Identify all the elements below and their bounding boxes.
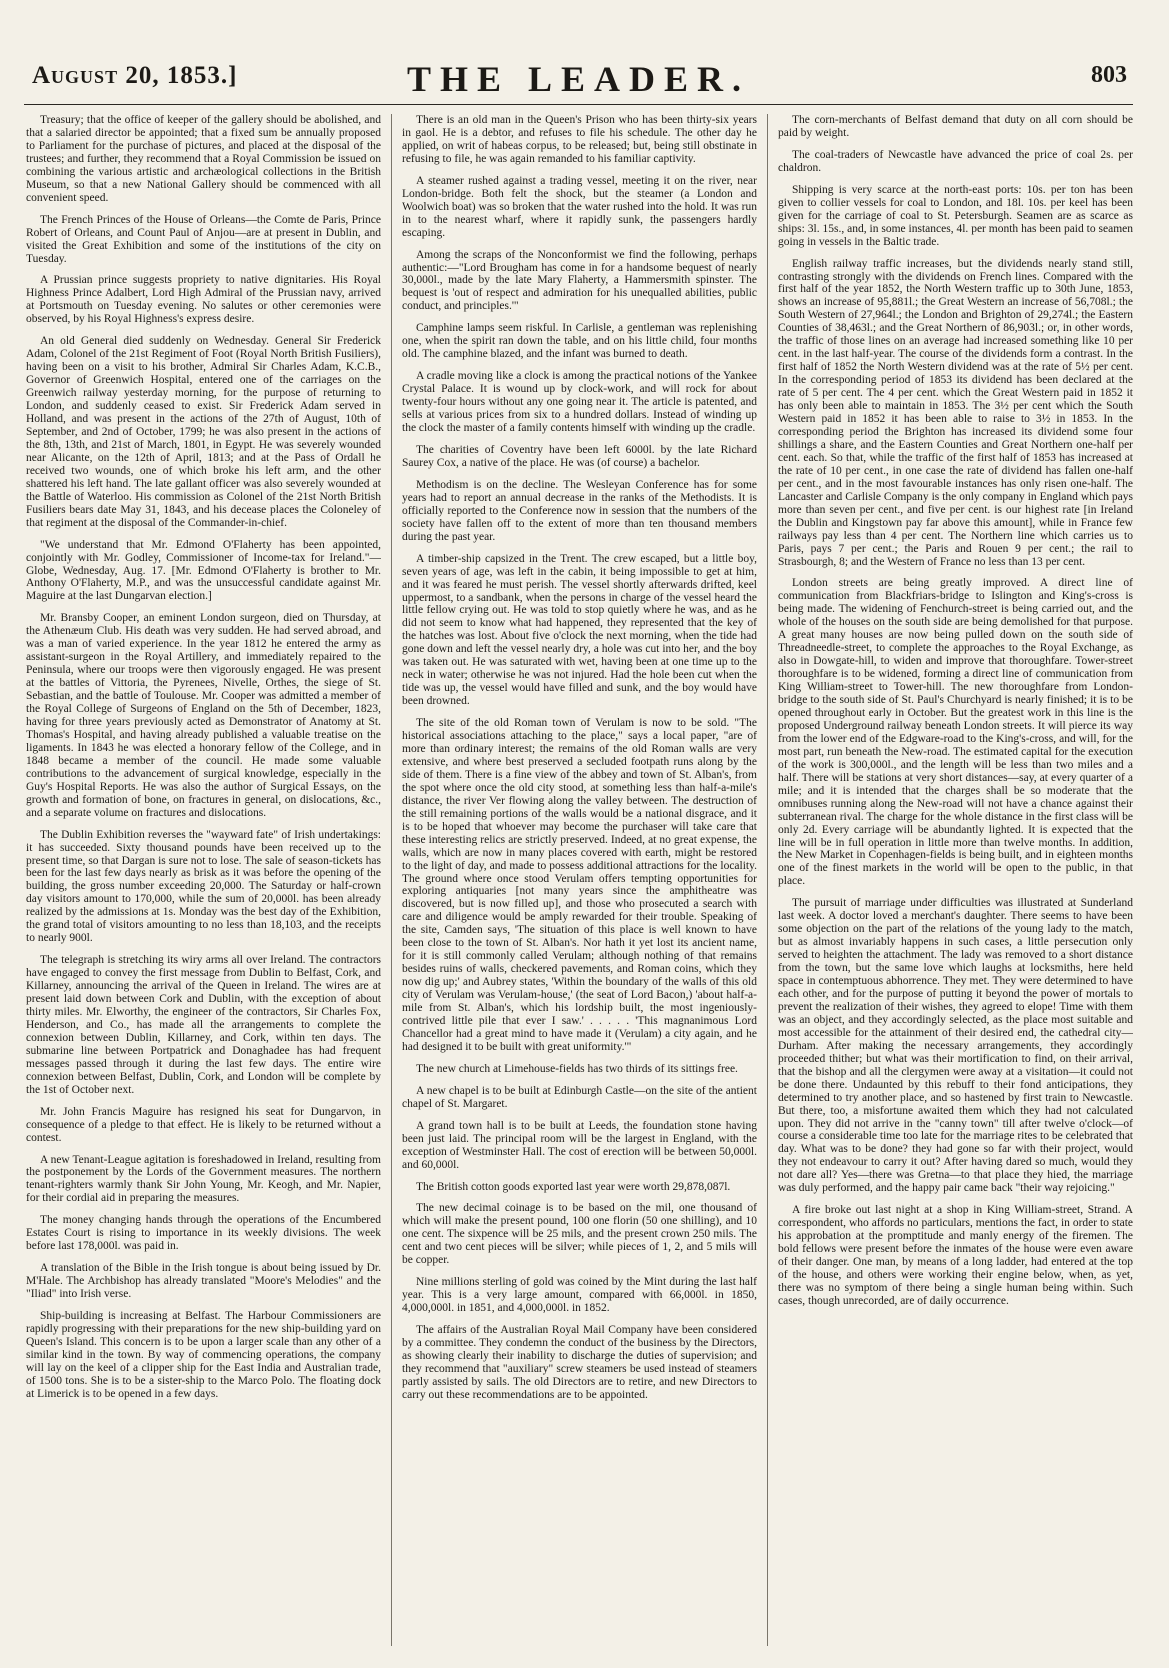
- news-paragraph: A grand town hall is to be built at Leeds, the foundation stone having been just laid. The principal room will be the largest in England, with the exception of Westminster Hall. The cost of erection will be between 50,000l. and 60,000l.: [402, 1119, 757, 1171]
- news-paragraph: A fire broke out last night at a shop in King William-street, Strand. A correspondent, who affords no particulars, mentions the fact, in order to state his approbation at the promptitude and manly energy of the firemen. The bold fellows were present before the inmates of the house were even aware of their danger. One man, by means of a long ladder, had entered at the top of the house, and others were working their engine below, when, as yet, there was no symptom of there being a single human being within. Such cases, though unrecorded, are of daily occurrence.: [778, 1204, 1133, 1307]
- news-paragraph: A Prussian prince suggests propriety to native dignitaries. His Royal Highness Prince Adalbert, Lord High Admiral of the Prussian navy, arrived at Portsmouth on Tuesday evening. No salutes or other ceremonies were observed, by his Royal Highness's express desire.: [26, 274, 381, 326]
- news-paragraph: London streets are being greatly improved. A direct line of communication from Blackfriars-bridge to Islington and King's-cross is being made. The widening of Fenchurch-street is being carried out, and the whole of the houses on the south side are being demolished for that purpose. A great many houses are now being pulled down on the south side of Threadneedle-street, to complete the approaches to the Royal Exchange, as also in Dowgate-hill, to widen and improve that thoroughfare. Tower-street thoroughfare is to be widened, forming a direct line of communication from King William-street to Tower-hill. The new thoroughfare from London-bridge to the south side of St. Paul's Churchyard is nearly finished; it is to be opened throughout early in October. But the greatest work in this line is the proposed Underground railway beneath London streets. It will pierce its way from the lower end of the Edgware-road to the King's-cross, and will, for the most part, run beneath the New-road. The estimated capital for the execution of the work is 300,000l., and the length will be less than two miles and a half. There will be stations at very short distances—say, at every quarter of a mile; and it is intended that the charges shall be so moderate that the omnibuses running along the New-road will not have a chance against their subterranean rival. The charge for the whole distance in the first class will be only 2d. Every carriage will be abundantly lighted. It is expected that the line will be in full operation in little more than twelve months. In addition, the New Market in Copenhagen-fields is being built, and in eighteen months one of the finest markets in the world will be open to the public, in that place.: [778, 577, 1133, 888]
- news-paragraph: The French Princes of the House of Orleans—the Comte de Paris, Prince Robert of Orleans, and Count Paul of Anjou—are at present in Dublin, and visited the Great Exhibition and some of the institutions of the city on Tuesday.: [26, 213, 381, 265]
- news-paragraph: The coal-traders of Newcastle have advanced the price of coal 2s. per chaldron.: [778, 148, 1133, 174]
- news-paragraph: A translation of the Bible in the Irish tongue is about being issued by Dr. M'Hale. The Archbishop has already translated "Moore's Melodies" and the "Iliad" into Irish verse.: [26, 1262, 381, 1301]
- news-paragraph: The pursuit of marriage under difficulties was illustrated at Sunderland last week. A doctor loved a merchant's daughter. There seems to have been some objection on the part of the relations of the young lady to the match, but as almost invariably happens in such cases, a little persecution only served to heighten the attachment. The lady was removed to a short distance from the town, but the same love which laughs at locksmiths, here held space in contemptuous abhorrence. They met. They were determined to have each other, and for the purpose of putting it beyond the power of mortals to prevent the realization of their wishes, they agreed to elope! Time with them was an object, and they accordingly selected, as the place most suitable and most accessible for the attainment of their desired end, the cathedral city—Durham. After making the necessary arrangements, they accordingly proceeded thither; but what was their mortification to find, on their arrival, that the bishop and all the clergymen were away at a visitation—it could not be done there. Undaunted by this rebuff to their fond anticipations, they determined to try another place, and so hastened by first train to Newcastle. But there, too, a misfortune awaited them which they had not calculated upon. They did not arrive in the "canny town" till after twelve o'clock—of course a considerable time too late for the marriage rites to be celebrated that day. What was to be done? they had gone so far with their project, would they not endeavour to carry it out? After having dared so much, would they not dare all? Yes—there was Gretna—to that place they hied, the marriage was duly performed, and the happy pair came back "their way rejoicing.": [778, 897, 1133, 1195]
- news-paragraph: The Dublin Exhibition reverses the "wayward fate" of Irish undertakings: it has succeeded. Sixty thousand pounds have been received up to the present time, so that Dargan is sure not to lose. The sale of season-tickets has been for the last few days nearly as brisk as it was before the opening of the building, the gross number exceeding 20,000. The Saturday or half-crown day visitors amount to 170,000, while the sum of 20,000l. has been already realized by the admissions at 1s. Monday was the best day of the Exhibition, the grand total of visitors amounting to no less than 18,103, and the receipts to nearly 900l.: [26, 828, 381, 945]
- header-rule: [24, 104, 1133, 105]
- news-paragraph: The British cotton goods exported last year were worth 29,878,087l.: [416, 1180, 731, 1193]
- news-paragraph: Nine millions sterling of gold was coined by the Mint during the last half year. This is a very large amount, compared with 66,000l. in 1850, 4,000,000l. in 1851, and 4,000,000l. in 1852.: [402, 1276, 757, 1315]
- news-paragraph: The new church at Limehouse-fields has two thirds of its sittings free.: [416, 1062, 738, 1075]
- newspaper-title: THE LEADER.: [406, 59, 751, 99]
- column-divider: [767, 114, 768, 1646]
- column-divider: [391, 114, 392, 1646]
- news-paragraph: Treasury; that the office of keeper of the gallery should be abolished, and that a salaried director be appointed; that a fixed sum be annually proposed to Parliament for the purchase of pictures, and placed at the disposal of the trustees; and further, they recommend that a Royal Commission be issued on combining the various artistic and archæological collections in the British Museum, so that a new National Gallery should be commenced with all convenient speed.: [26, 114, 381, 204]
- news-paragraph: There is an old man in the Queen's Prison who has been thirty-six years in gaol. He is a debtor, and refuses to file his schedule. The other day he applied, on writ of habeas corpus, to be released; but, being still obstinate in refusing to file, he was again remanded to his familiar captivity.: [402, 114, 757, 165]
- news-paragraph: Mr. John Francis Maguire has resigned his seat for Dungarvon, in consequence of a pledge to that effect. He is likely to be returned without a contest.: [26, 1105, 381, 1144]
- news-paragraph: Mr. Bransby Cooper, an eminent London surgeon, died on Thursday, at the Athenæum Club. His death was very sudden. He had served abroad, and was a man of varied experience. In the year 1812 he entered the army as assistant-surgeon in the Royal Artillery, and immediately repaired to the Peninsula, where our troops were then vigorously engaged. He was present at the battles of Vittoria, the Pyrenees, Nivelle, Orthes, the siege of St. Sebastian, and the battle of Toulouse. Mr. Cooper was admitted a member of the Royal College of Surgeons of England on the 5th of December, 1823, having for three years previously acted as Demonstrator of Anatomy at St. Thomas's Hospital, and having already published a valuable treatise on the ligaments. In 1843 he was elected a honorary fellow of the College, and in 1848 became a member of the council. He made some valuable contributions to the advancement of surgical knowledge, especially in the Guy's Hospital Reports. He was also the author of Surgical Essays, on the growth and formation of bone, on fractures in general, on dislocations, &c., and a separate volume on fractures and dislocations.: [26, 612, 381, 819]
- news-paragraph: An old General died suddenly on Wednesday. General Sir Frederick Adam, Colonel of the 21st Regiment of Foot (Royal North British Fusiliers), having been on a visit to his brother, Admiral Sir Charles Adam, K.C.B., Governor of Greenwich Hospital, entered one of the carriages on the Greenwich railway yesterday morning, for the purpose of returning to London, and suddenly ceased to exist. Sir Frederick Adam served in Holland, and was present in the actions of the 27th of August, 10th of September, and 2nd of October, 1799; he was also present in the actions of the 8th, 13th, and 21st of March, 1801, in Egypt. He was severely wounded near Alicante, on the 12th of April, 1813; and at the Pass of Ordall he received two wounds, one of which broke his left arm, and the other shattered his left hand. The late gallant officer was also severely wounded at the Battle of Waterloo. His commission as Colonel of the 21st North British Fusiliers bears date May 31, 1843, and his decease places the Coloneley of that regiment at the disposal of the Commander-in-chief.: [26, 335, 381, 529]
- news-paragraph: Ship-building is increasing at Belfast. The Harbour Commissioners are rapidly progressing with their preparations for the new ship-building yard on Queen's Island. This concern is to be upon a larger scale than any other of a similar kind in the town. By way of commencing operations, the company will lay on the keel of a clipper ship for the East India and Australian trade, of 1500 tons. She is to be a sister-ship to the Marco Polo. The floating dock at Limerick is to be opened in a few days.: [26, 1310, 381, 1400]
- news-paragraph: The new decimal coinage is to be based on the mil, one thousand of which will make the present pound, 100 one florin (50 one shilling), and 10 one cent. The sixpence will be 25 mils, and the present crown 250 mils. The cent and two cent pieces will be silver; while pieces of 1, 2, and 5 mils will be copper.: [402, 1202, 757, 1267]
- news-paragraph: The telegraph is stretching its wiry arms all over Ireland. The contractors have engaged to convey the first message from Dublin to Belfast, Cork, and Killarney, announcing the arrival of the Queen in Ireland. The wires are at present laid down between Cork and Dublin, with the exception of about thirty miles. Mr. Elworthy, the engineer of the contractors, Sir Charles Fox, Henderson, and Co., has made all the arrangements to complete the connexion between Dublin, Killarney, and Cork, within ten days. The submarine line between Portpatrick and Donaghadee has had frequent messages passed through it during the last few days. The entire wire connexion between Belfast, Dublin, Cork, and London will be complete by the 1st of October next.: [26, 954, 381, 1096]
- news-paragraph: A new Tenant-League agitation is foreshadowed in Ireland, resulting from the postponement by the Lords of the Government measures. The northern tenant-righters warmly thank Sir John Young, Mr. Keogh, and Mr. Napier, for their cordial aid in preparing the measures.: [26, 1153, 381, 1205]
- news-paragraph: "We understand that Mr. Edmond O'Flaherty has been appointed, conjointly with Mr. Godley, Commissioner of Income-tax for Ireland."—Globe, Wednesday, Aug. 17. [Mr. Edmond O'Flaherty is brother to Mr. Anthony O'Flaherty, M.P., and was the unsuccessful candidate against Mr. Maguire at the last Dungarvan election.]: [26, 538, 381, 603]
- column-1: [26, 114, 381, 1646]
- article-columns: [26, 114, 1133, 1646]
- masthead: [24, 58, 1133, 110]
- news-paragraph: Among the scraps of the Nonconformist we find the following, perhaps authentic:—"Lord Brougham has come in for a handsome bequest of nearly 30,000l., made by the late Mary Flaherty, a Hammersmith spinster. The bequest is 'out of respect and admiration for his unequalled abilities, public conduct, and principles.'": [402, 248, 757, 313]
- news-paragraph: The corn-merchants of Belfast demand that duty on all corn should be paid by weight.: [778, 114, 1133, 139]
- news-paragraph: A timber-ship capsized in the Trent. The crew escaped, but a little boy, seven years of age, was left in the cabin, it being impossible to get at him, and it was feared he must perish. The vessel shortly afterwards drifted, keel uppermost, to a sandbank, when the persons in charge of the vessel heard the little fellow crying out. He was told to stop quietly where he was, and as he did not seem to know what had happened, they represented that the key of the hatches was lost. About five o'clock the next morning, when the tide had gone down and left the vessel nearly dry, a hole was cut into her, and the boy was taken out. He was saturated with wet, having been at one time up to the neck in water; otherwise he was not injured. Had the hole been cut when the tide was up, the vessel would have filled and sunk, and the boy would have been drowned.: [402, 552, 757, 708]
- news-paragraph: The charities of Coventry have been left 6000l. by the late Richard Saurey Cox, a native of the place. He was (of course) a bachelor.: [402, 443, 757, 469]
- news-paragraph: The affairs of the Australian Royal Mail Company have been considered by a committee. They condemn the conduct of the business by the Directors, as showing clearly their inability to discharge the duties of supervision; and they recommend that "auxiliary" screw steamers be used instead of steamers partly assisted by sails. The old Directors are to retire, and new Directors to carry out these recommendations are to be appointed.: [402, 1324, 757, 1401]
- news-paragraph: Camphine lamps seem riskful. In Carlisle, a gentleman was replenishing one, when the spirit ran down the table, and on his little child, four months old. The camphine blazed, and the infant was burned to death.: [402, 322, 757, 361]
- news-paragraph: Shipping is very scarce at the north-east ports: 10s. per ton has been given to collier vessels for coal to London, and 18l. 10s. per keel has been given for the carriage of coal to St. Petersburgh. Seamen are as scarce as ships: 3l. 15s., and, in some instances, 4l. per month has been paid to seamen going in vessels in the Baltic trade.: [778, 183, 1133, 248]
- news-paragraph: The money changing hands through the operations of the Encumbered Estates Court is rising to importance in its weekly divisions. The week before last 178,000l. was paid in.: [26, 1214, 381, 1253]
- news-paragraph: A cradle moving like a clock is among the practical notions of the Yankee Crystal Palace. It is wound up by clock-work, and will rock for about twenty-four hours without any one going near it. The article is patented, and sells at various prices from six to a hundred dollars. Instead of winding up the clock the master of a family contents himself with winding up the cradle.: [402, 370, 757, 435]
- column-2: [402, 114, 757, 1646]
- page-number: 803: [1091, 62, 1127, 88]
- news-paragraph: Methodism is on the decline. The Wesleyan Conference has for some years had to report an annual decrease in the ranks of the Methodists. It is officially reported to the Conference now in session that the numbers of the society have fallen off to the extent of more than ten thousand members during the past year.: [402, 478, 757, 543]
- news-paragraph: A new chapel is to be built at Edinburgh Castle—on the site of the antient chapel of St. Margaret.: [402, 1084, 757, 1110]
- news-paragraph: English railway traffic increases, but the dividends nearly stand still, contrasting strongly with the dividends on French lines. Compared with the first half of the year 1852, the North Western traffic up to 30th June, 1853, shows an increase of 95,881l.; the Great Western an increase of 56,708l.; the South Western of 27,964l.; the London and Brighton of 29,274l.; the Eastern Counties of 38,463l.; and the Great Northern of 86,903l.; or, in other words, the traffic of those lines on an average had increased something like 10 per cent. in the last half-year. The course of the dividends form a contrast. In the first half of 1852 the North Western dividend was at the rate of 5½ per cent. In the corresponding period of 1853 its dividend has been declared at the rate of 5 per cent. The 4 per cent. which the Great Western paid in 1852 it has only been able to maintain in 1853. The 3½ per cent which the South Western paid in 1852 it has been able to raise to 3½ in 1853. In the corresponding period the Brighton has increased its dividend some four shillings a share, and the Eastern Counties and Great Northern one-half per cent. each. So that, while the traffic of the first half of 1853 has increased at the rate of 10 per cent., in one case the rate of dividend has fallen one-half per cent., and in the most favourable instances has only risen one-half. The Lancaster and Carlisle Company is the only company in England which pays more than seven per cent., and five per cent. is our highest rate [in Ireland the Dublin and Kingstown pay far above this amount], while in France few railways pay less than 4 per cent. The Northern line which carries us to Paris, pays 7 per cent.; the Paris and Rouen 9 per cent.; the rail to Strasbourgh, 8; and the Western of France no less than 13 per cent.: [778, 257, 1133, 568]
- news-paragraph: A steamer rushed against a trading vessel, meeting it on the river, near London-bridge. Both felt the shock, but the steamer (a London and Woolwich boat) was so broken that the water rushed into the hold. It was run in to the nearest wharf, where it rapidly sunk, the passengers hardly escaping.: [402, 174, 757, 239]
- column-3: [778, 114, 1133, 1646]
- news-paragraph: The site of the old Roman town of Verulam is now to be sold. "The historical associations attaching to the place," says a local paper, "are of more than ordinary interest; the remains of the old Roman walls are very extensive, and where best preserved a secluded footpath runs along by the side of them. There is a fine view of the abbey and town of St. Alban's, from the spot where once the old city stood, at something less than half-a-mile's distance, the river Ver flowing along the valley between. The destruction of the still remaining portions of the walls would be a national disgrace, and it is to be hoped that whoever may become the purchaser will take care that these interesting relics are strictly preserved. Indeed, at no great expense, the walls, which are now in many places covered with earth, might be restored to the light of day, and made to possess additional attractions for the locality. The ground where once stood Verulam offers tempting opportunities for exploring antiquaries [not many years since the amphitheatre was discovered, but is now filled up], and those who prosecuted a search with care and diligence would be amply rewarded for their trouble. Speaking of the site, Camden says, 'The situation of this place is well known to have been close to the town of St. Alban's. Nor hath it yet lost its ancient name, for it is still commonly called Verulam; although nothing of that remains besides ruins of walls, checkered pavements, and Roman coins, which they now dig up;' and Aubrey states, 'Within the boundary of the walls of this old city of Verulam was Verulam-house,' (the seat of Lord Bacon,) 'about half-a-mile from St. Alban's, which his lordship built, the most ingeniously-contrived little pile that ever I saw.' . . . . . 'This magnanimous Lord Chancellor had a great mind to have made it (Verulam) a city again, and he had designed it to be built with great uniformity.'": [402, 717, 757, 1053]
- issue-date: August 20, 1853.]: [32, 62, 238, 89]
